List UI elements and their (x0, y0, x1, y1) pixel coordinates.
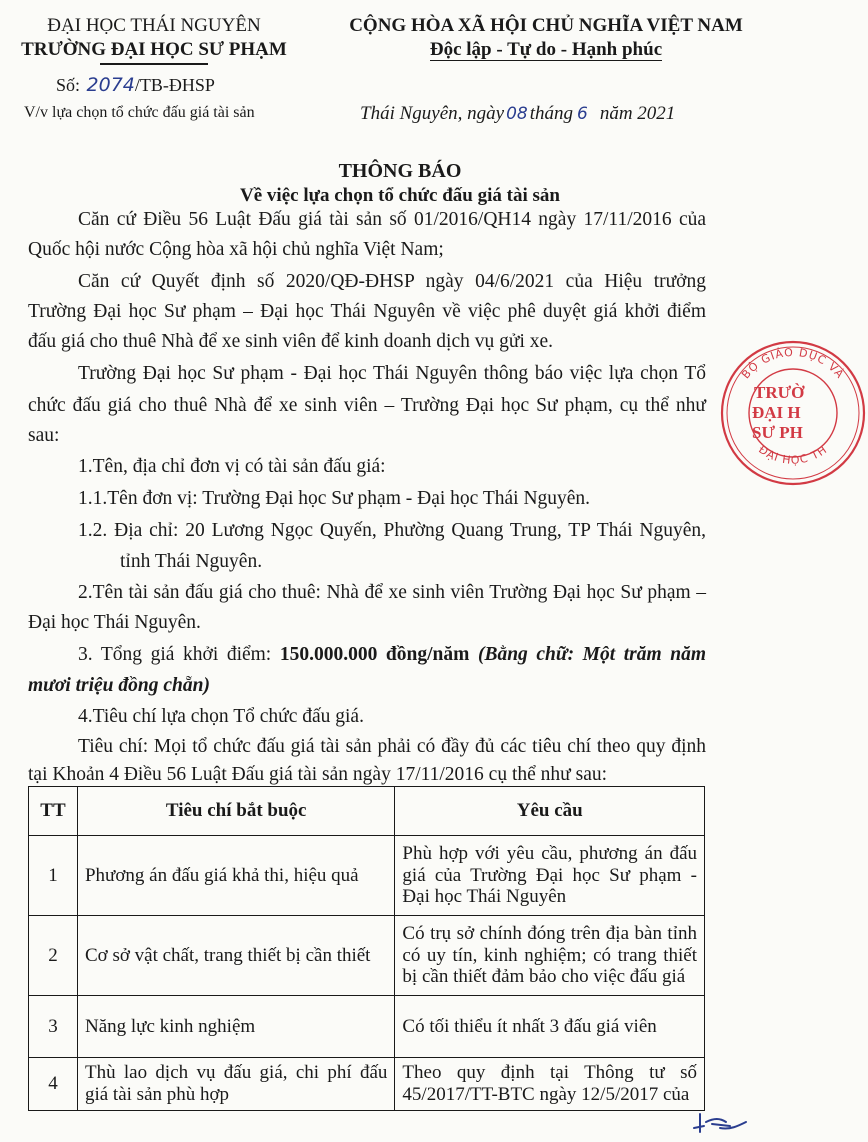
p2-line3: đấu giá cho thuê Nhà để xe sinh viên để kinh doanh dịch vụ gửi xe. (28, 331, 554, 352)
criterion-line: Thù lao dịch vụ đấu giá, chi phí đấu (84, 1062, 388, 1083)
date-month: 6 (577, 104, 588, 124)
req-line: Có trụ sở chính đóng trên địa bàn tỉnh (402, 922, 697, 944)
stamp-center-line2: ĐẠI H (752, 403, 801, 422)
number-handwritten: 2074 (86, 74, 135, 96)
row-tt: 1 (29, 836, 78, 916)
table-row (29, 996, 705, 1058)
stamp-top-text: BỘ GIÁO DỤC VÀ (739, 345, 847, 382)
document-subject: V/v lựa chọn tổ chức đấu giá tài sản (24, 104, 255, 121)
notice-main-title: THÔNG BÁO (338, 160, 462, 182)
official-stamp (718, 338, 868, 488)
date-month-label: tháng (529, 103, 573, 124)
section3-line1 (78, 644, 706, 666)
req-line: giá của Trường Đại học Sư phạm - (402, 864, 697, 886)
table-row (29, 836, 705, 916)
row-criterion: Cơ sở vật chất, trang thiết bị cần thiết (77, 916, 394, 996)
notice-subtitle: Về việc lựa chọn tổ chức đấu giá tài sản (240, 185, 560, 206)
row-requirement (395, 1058, 705, 1111)
row-requirement (395, 996, 705, 1058)
stamp-bottom-text: ĐẠI HỌC TH (756, 442, 830, 467)
p1-line1: Căn cứ Điều 56 Luật Đấu giá tài sản số 01/2016/QH14 ngày 17/11/2016 của (78, 209, 706, 230)
p3-line3: sau: (28, 425, 60, 446)
notice-title (0, 158, 800, 208)
req-line: Phù hợp với yêu cầu, phương án đấu (402, 842, 697, 864)
req-line: Theo quy định tại Thông tư số (402, 1062, 697, 1083)
row-tt: 4 (29, 1058, 78, 1111)
criterion-line: giá tài sản phù hợp (84, 1083, 230, 1105)
req-line: 45/2017/TT-BTC ngày 12/5/2017 của (402, 1083, 690, 1105)
price-in-words-part1: (Bằng chữ: Một trăm năm (477, 644, 707, 665)
row-requirement (395, 916, 705, 996)
document-date (360, 103, 675, 125)
criteria-text-line1: Tiêu chí: Mọi tổ chức đấu giá tài sản phải có đầy đủ các tiêu chí theo quy định (78, 736, 706, 757)
row-criterion: Năng lực kinh nghiệm (77, 996, 394, 1058)
date-place: Thái Nguyên, ngày (360, 103, 505, 124)
section4-heading: 4.Tiêu chí lựa chọn Tổ chức đấu giá. (78, 706, 364, 727)
header-right (296, 14, 796, 62)
req-line: có uy tín, kinh nghiệm; có trang thiết (402, 944, 697, 966)
svg-text:BỘ GIÁO DỤC VÀ (739, 346, 847, 381)
stamp-center-line1: TRƯỜ (754, 383, 805, 402)
header-tt: TT (29, 787, 78, 836)
national-title: CỘNG HÒA XÃ HỘI CHỦ NGHĨA VIỆT NAM (349, 15, 743, 36)
section1-2-line2: tỉnh Thái Nguyên. (120, 551, 263, 572)
section2-line1: 2.Tên tài sản đấu giá cho thuê: Nhà để xe sinh viên Trường Đại học Sư phạm – (78, 582, 706, 603)
section1-heading: 1.Tên, địa chỉ đơn vị có tài sản đấu giá: (78, 456, 386, 477)
table-row (29, 1058, 705, 1111)
header-left-underline (100, 63, 208, 65)
row-criterion: Phương án đấu giá khả thi, hiệu quả (77, 836, 394, 916)
req-line: Có tối thiểu ít nhất 3 đấu giá viên (402, 1015, 657, 1037)
section1-1: 1.1.Tên đơn vị: Trường Đại học Sư phạm - Đại học Thái Nguyên. (78, 488, 591, 509)
section1-2-line1: 1.2. Địa chỉ: 20 Lương Ngọc Quyến, Phường Quang Trung, TP Thái Nguyên, (78, 520, 706, 541)
row-tt: 3 (29, 996, 78, 1058)
criteria-text-line2: tại Khoản 4 Điều 56 Luật Đấu giá tài sản ngày 17/11/2016 cụ thể như sau: (28, 764, 608, 785)
req-line: Đại học Thái Nguyên (402, 886, 567, 908)
national-motto-text: Độc lập - Tự do - Hạnh phúc (429, 39, 663, 60)
initials-signature (690, 1108, 750, 1136)
header-left (4, 14, 304, 65)
date-day: 08 (506, 104, 528, 124)
table-row (29, 916, 705, 996)
p3-line2: chức đấu giá cho thuê Nhà để xe sinh viên – Trường Đại học Sư phạm, cụ thể như (28, 395, 706, 416)
svg-text:ĐẠI HỌC TH (756, 443, 830, 467)
row-tt: 2 (29, 916, 78, 996)
stamp-center-line3: SƯ PH (752, 423, 803, 442)
row-requirement (395, 836, 705, 916)
school-name: TRƯỜNG ĐẠI HỌC SƯ PHẠM (21, 39, 287, 60)
price-in-words-part2: mươi triệu đồng chẵn) (28, 675, 210, 696)
p2-line2: Trường Đại học Sư phạm – Đại học Thái Nguyên về việc phê duyệt giá khởi điểm (28, 301, 706, 322)
p2-line1: Căn cứ Quyết định số 2020/QĐ-ĐHSP ngày 04/6/2021 của Hiệu trưởng (78, 271, 706, 292)
criteria-table (28, 786, 705, 1111)
row-criterion (77, 1058, 394, 1111)
table-header-row (29, 787, 705, 836)
req-line: bị cần thiết đảm bảo cho việc đấu giá (402, 966, 686, 988)
ministry-name: ĐẠI HỌC THÁI NGUYÊN (47, 15, 261, 36)
header-criterion: Tiêu chí bắt buộc (77, 787, 394, 836)
header-requirement: Yêu cầu (395, 787, 705, 836)
starting-price: 150.000.000 đồng/năm (279, 644, 470, 665)
section2-line2: Đại học Thái Nguyên. (28, 612, 201, 633)
date-year: năm 2021 (599, 103, 676, 124)
p3-line1: Trường Đại học Sư phạm - Đại học Thái Nguyên thông báo việc lựa chọn Tổ (78, 363, 706, 384)
national-motto (296, 38, 796, 62)
section3-prefix: 3. Tổng giá khởi điểm: (78, 644, 280, 665)
p1-line2: Quốc hội nước Cộng hòa xã hội chủ nghĩa Việt Nam; (28, 239, 444, 260)
document-number (56, 74, 215, 96)
number-prefix: Số: (56, 75, 81, 95)
number-suffix: /TB-ĐHSP (134, 75, 215, 95)
